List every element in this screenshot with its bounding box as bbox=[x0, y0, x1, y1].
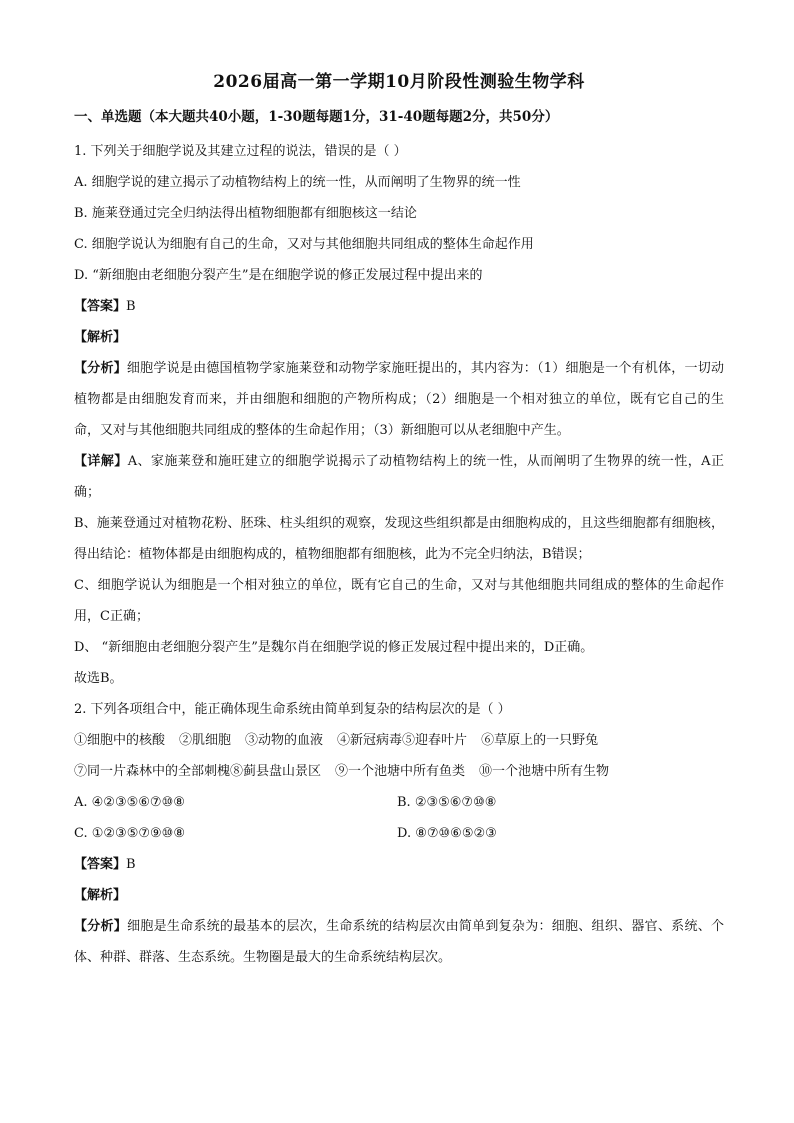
question-1-xiangjie-b: B、施莱登通过对植物花粉、胚珠、柱头组织的观察，发现这些组织都是由细胞构成的，且这些细胞都有细胞核，得出结论：植物体都是由细胞构成的，植物细胞都有细胞核，此为不完全归纳法，B错误； bbox=[74, 516, 724, 562]
section-heading: 一、单选题（本大题共40小题，1-30题每题1分，31-40题每题2分，共50分） bbox=[74, 109, 559, 125]
question-2-option-b: B. ②③⑤⑥⑦⑩⑧ bbox=[397, 795, 497, 810]
question-2-fenxi bbox=[74, 911, 724, 973]
fenxi-text: 细胞是生命系统的最基本的层次，生命系统的结构层次由简单到复杂为：细胞、组织、器官、系统、个体、种群、群落、生态系统。生物圈是最大的生命系统结构层次。 bbox=[74, 919, 724, 965]
page-title: 2026届高一第一学期10月阶段性测验生物学科 bbox=[213, 72, 585, 92]
question-1-answer bbox=[74, 291, 724, 322]
item: ①细胞中的核酸 bbox=[74, 733, 166, 748]
question-1-option-c: C. 细胞学说认为细胞有自己的生命，又对与其他细胞共同组成的整体生命起作用 bbox=[74, 237, 534, 252]
item: ⑦同一片森林中的全部刺槐⑧蓟县盘山景区 bbox=[74, 764, 322, 779]
document-page bbox=[74, 70, 724, 973]
answer-value: B bbox=[126, 857, 136, 872]
analysis-tag: 【解析】 bbox=[74, 330, 127, 345]
question-1-xiangjie-c: C、细胞学说认为细胞是一个相对独立的单位，既有它自己的生命，又对与其他细胞共同组成的整体的生命起作用，C正确； bbox=[74, 578, 724, 624]
item: ③动物的血液 bbox=[245, 733, 324, 748]
question-1-conclusion: 故选B。 bbox=[74, 671, 123, 686]
question-1-option-d: D. “新细胞由老细胞分裂产生”是在细胞学说的修正发展过程中提出来的 bbox=[74, 268, 483, 283]
item: ②肌细胞 bbox=[179, 733, 232, 748]
fenxi-text: 细胞学说是由德国植物学家施莱登和动物学家施旺提出的，其内容为：（1）细胞是一个有机体，一切动植物都是由细胞发育而来，并由细胞和细胞的产物所构成；（2）细胞是一个相对独立的单位，既有它自己的生命，又对与其他细胞共同组成的整体的生命起作用；（3）新细胞可以从老细胞中产生。 bbox=[74, 361, 724, 438]
item: ⑩一个池塘中所有生物 bbox=[479, 764, 610, 779]
question-2-options-row-1 bbox=[74, 787, 724, 818]
question-2-option-d: D. ⑧⑦⑩⑥⑤②③ bbox=[397, 826, 497, 841]
question-1-xiangjie-a bbox=[74, 446, 724, 508]
question-2-items-row-2 bbox=[74, 756, 724, 787]
answer-tag: 【答案】 bbox=[74, 299, 127, 314]
question-1-option-b: B. 施莱登通过完全归纳法得出植物细胞都有细胞核这一结论 bbox=[74, 206, 417, 221]
question-2 bbox=[74, 694, 724, 973]
xiangjie-text-a: A、家施莱登和施旺建立的细胞学说揭示了动植物结构上的统一性，从而阐明了生物界的统一性，A正确； bbox=[74, 454, 724, 500]
question-2-option-c: C. ①②③⑤⑦⑨⑩⑧ bbox=[74, 826, 185, 841]
question-2-options-row-2 bbox=[74, 818, 724, 849]
question-1-stem: 1. 下列关于细胞学说及其建立过程的说法，错误的是（ ） bbox=[74, 144, 407, 159]
analysis-tag: 【解析】 bbox=[74, 888, 127, 903]
fenxi-tag: 【分析】 bbox=[74, 361, 127, 376]
question-2-option-a: A. ④②③⑤⑥⑦⑩⑧ bbox=[74, 795, 185, 810]
question-1-xiangjie-d: D、 “新细胞由老细胞分裂产生”是魏尔肖在细胞学说的修正发展过程中提出来的，D正确。 bbox=[74, 640, 594, 655]
answer-value: B bbox=[126, 299, 136, 314]
question-2-answer bbox=[74, 849, 724, 880]
question-2-stem: 2. 下列各项组合中，能正确体现生命系统由简单到复杂的结构层次的是（ ） bbox=[74, 702, 511, 717]
question-2-items-row-1 bbox=[74, 725, 724, 756]
question-1 bbox=[74, 136, 724, 694]
question-2-analysis-tag bbox=[74, 880, 724, 911]
question-1-analysis-tag bbox=[74, 322, 724, 353]
answer-tag: 【答案】 bbox=[74, 857, 127, 872]
xiangjie-tag: 【详解】 bbox=[74, 454, 128, 469]
question-1-option-a: A. 细胞学说的建立揭示了动植物结构上的统一性，从而阐明了生物界的统一性 bbox=[74, 175, 521, 190]
question-1-fenxi bbox=[74, 353, 724, 446]
item: ⑨一个池塘中所有鱼类 bbox=[335, 764, 466, 779]
item: ⑥草原上的一只野兔 bbox=[481, 733, 599, 748]
fenxi-tag: 【分析】 bbox=[74, 919, 128, 934]
item: ④新冠病毒⑤迎春叶片 bbox=[337, 733, 468, 748]
